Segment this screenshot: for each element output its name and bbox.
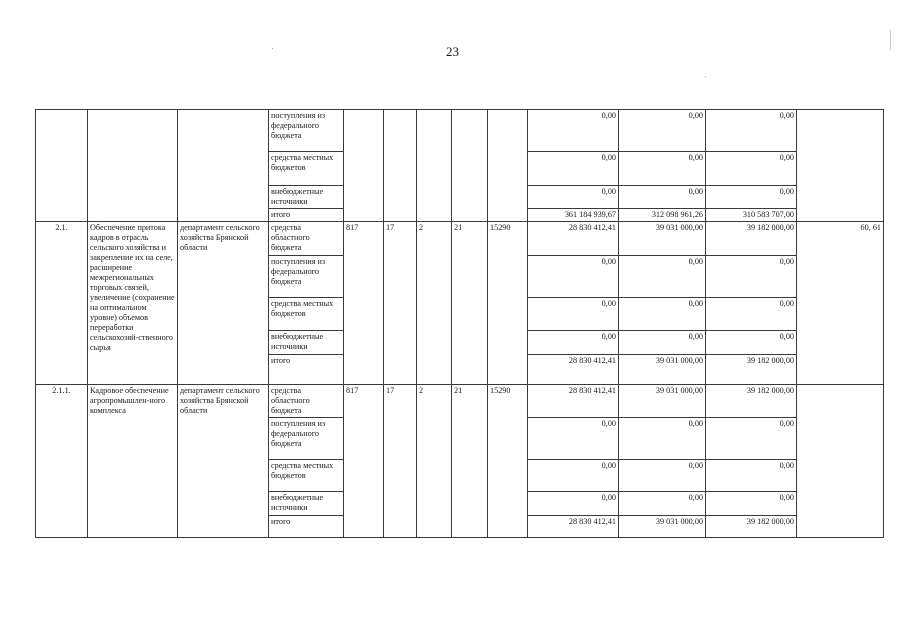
cell-year1: 361 184 939,67	[528, 209, 619, 222]
cell-executor	[178, 110, 269, 222]
cell-year3: 39 182 000,00	[706, 516, 797, 538]
cell-source: внебюджетные источники	[269, 331, 344, 355]
budget-table	[35, 109, 884, 538]
cell-no: 2.1.1.	[36, 385, 88, 538]
cell-year1: 0,00	[528, 186, 619, 209]
cell-gr	[344, 110, 384, 222]
cell-year1: 0,00	[528, 110, 619, 152]
cell-gr: 817	[344, 222, 384, 385]
cell-year3: 310 583 707,00	[706, 209, 797, 222]
cell-year3: 0,00	[706, 331, 797, 355]
cell-year3: 39 182 000,00	[706, 385, 797, 418]
cell-year3: 0,00	[706, 492, 797, 516]
cell-year1: 0,00	[528, 418, 619, 460]
cell-source: средства областного бюджета	[269, 385, 344, 418]
cell-year3: 0,00	[706, 186, 797, 209]
scan-edge-mark	[890, 30, 891, 50]
cell-year1: 0,00	[528, 256, 619, 298]
cell-code2	[417, 110, 452, 222]
cell-year2: 39 031 000,00	[619, 385, 706, 418]
cell-source: итого	[269, 355, 344, 385]
cell-year2: 39 031 000,00	[619, 516, 706, 538]
cell-source: итого	[269, 516, 344, 538]
scan-speck	[272, 48, 273, 49]
cell-code2: 2	[417, 385, 452, 538]
cell-year2: 0,00	[619, 186, 706, 209]
cell-year2: 0,00	[619, 460, 706, 492]
cell-year2: 0,00	[619, 110, 706, 152]
cell-gr: 817	[344, 385, 384, 538]
cell-code4	[488, 110, 528, 222]
table-row	[36, 385, 884, 418]
cell-year2: 39 031 000,00	[619, 222, 706, 256]
cell-source: поступления из федерального бюджета	[269, 418, 344, 460]
cell-year2: 312 098 961,26	[619, 209, 706, 222]
cell-year2: 0,00	[619, 298, 706, 331]
cell-source: внебюджетные источники	[269, 492, 344, 516]
cell-code1: 17	[384, 385, 417, 538]
cell-year3: 39 182 000,00	[706, 355, 797, 385]
cell-target: 60, 61	[797, 222, 884, 385]
scan-speck	[705, 76, 706, 77]
page-number: 23	[446, 44, 459, 59]
cell-year3: 0,00	[706, 298, 797, 331]
cell-code3: 21	[452, 222, 488, 385]
cell-year1: 28 830 412,41	[528, 222, 619, 256]
cell-source: поступления из федерального бюджета	[269, 110, 344, 152]
cell-executor: департамент сельского хозяйства Брянской области	[178, 222, 269, 385]
cell-year3: 0,00	[706, 110, 797, 152]
cell-year3: 39 182 000,00	[706, 222, 797, 256]
cell-source: итого	[269, 209, 344, 222]
cell-year2: 0,00	[619, 418, 706, 460]
cell-no: 2.1.	[36, 222, 88, 385]
cell-code2: 2	[417, 222, 452, 385]
cell-year3: 0,00	[706, 256, 797, 298]
cell-code3	[452, 110, 488, 222]
cell-code3: 21	[452, 385, 488, 538]
cell-year3: 0,00	[706, 152, 797, 186]
cell-year1: 0,00	[528, 298, 619, 331]
cell-no	[36, 110, 88, 222]
cell-year1: 0,00	[528, 331, 619, 355]
table-row	[36, 110, 884, 152]
cell-source: средства местных бюджетов	[269, 460, 344, 492]
cell-executor: департамент сельского хозяйства Брянской области	[178, 385, 269, 538]
cell-code4: 15290	[488, 385, 528, 538]
cell-year1: 0,00	[528, 152, 619, 186]
cell-year1: 28 830 412,41	[528, 516, 619, 538]
cell-name: Обеспечение притока кадров в отрасль сельского хозяйства и закрепление их на селе, расширение межрегиональных торговых связей, увеличение (сохранение на оптимальном уровне) объемов переработки сельскохозяй-ственного сырья	[88, 222, 178, 385]
cell-source: средства местных бюджетов	[269, 298, 344, 331]
cell-source: средства местных бюджетов	[269, 152, 344, 186]
cell-code1	[384, 110, 417, 222]
cell-name	[88, 110, 178, 222]
cell-source: внебюджетные источники	[269, 186, 344, 209]
cell-year2: 39 031 000,00	[619, 355, 706, 385]
cell-year1: 28 830 412,41	[528, 385, 619, 418]
cell-source: поступления из федерального бюджета	[269, 256, 344, 298]
cell-code4: 15290	[488, 222, 528, 385]
table-row	[36, 222, 884, 256]
cell-year3: 0,00	[706, 460, 797, 492]
cell-year3: 0,00	[706, 418, 797, 460]
cell-year2: 0,00	[619, 256, 706, 298]
cell-year1: 0,00	[528, 460, 619, 492]
cell-target	[797, 385, 884, 538]
cell-year2: 0,00	[619, 331, 706, 355]
cell-source: средства областного бюджета	[269, 222, 344, 256]
cell-year1: 0,00	[528, 492, 619, 516]
cell-year2: 0,00	[619, 152, 706, 186]
cell-year1: 28 830 412,41	[528, 355, 619, 385]
cell-year2: 0,00	[619, 492, 706, 516]
cell-code1: 17	[384, 222, 417, 385]
cell-name: Кадровое обеспечение агропромышлен-ного комплекса	[88, 385, 178, 538]
cell-target	[797, 110, 884, 222]
